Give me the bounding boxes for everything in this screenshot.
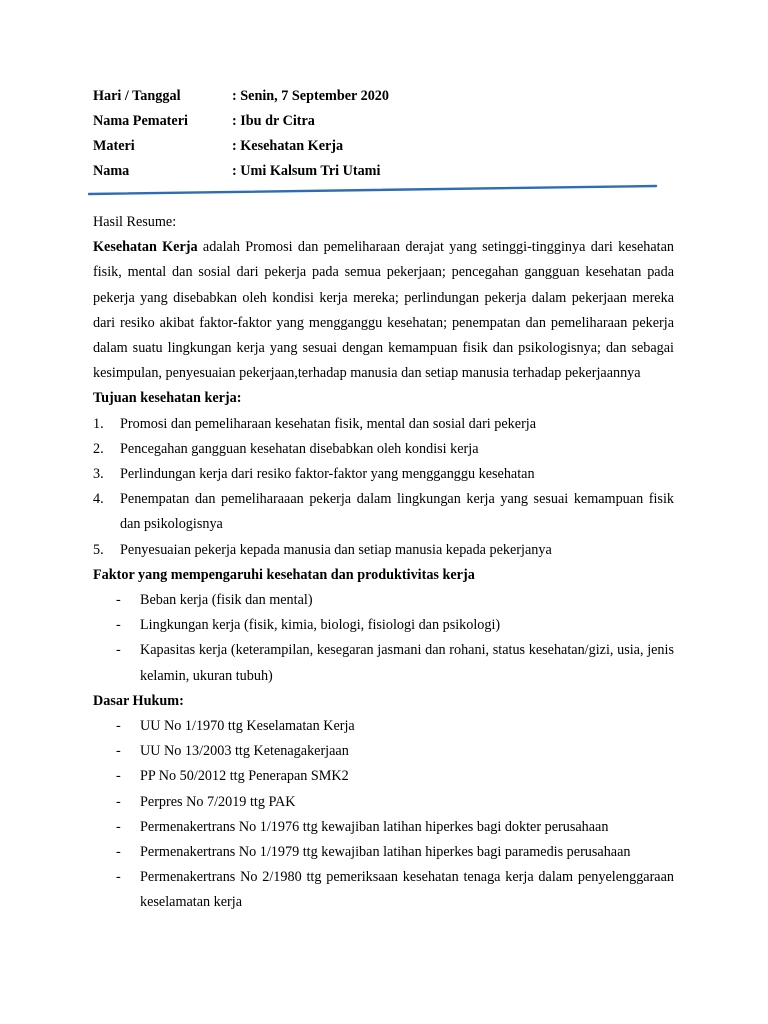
meta-value: : Umi Kalsum Tri Utami	[232, 163, 381, 179]
document-body	[93, 210, 674, 916]
list-item	[93, 638, 674, 688]
list-item	[93, 739, 674, 764]
list-text: Perlindungan kerja dari resiko faktor-faktor yang mengganggu kesehatan	[120, 466, 535, 482]
list-text: Permenakertrans No 2/1980 ttg pemeriksaan kesehatan tenaga kerja dalam penyelenggaraan keselamatan kerja	[140, 869, 674, 911]
meta-row-name	[93, 159, 674, 184]
list-text: Promosi dan pemeliharaan kesehatan fisik, mental dan sosial dari pekerja	[120, 415, 537, 432]
list-item	[93, 538, 674, 563]
tujuan-list	[93, 412, 674, 563]
list-bullet: -	[116, 592, 121, 608]
list-text: Pencegahan gangguan kesehatan disebabkan oleh kondisi kerja	[120, 440, 479, 457]
list-number: 2.	[93, 440, 104, 457]
header-info	[93, 84, 674, 184]
list-number: 4.	[93, 491, 104, 508]
meta-label: Nama Pemateri	[93, 113, 188, 129]
list-bullet: -	[116, 743, 121, 760]
resume-label: Hasil Resume:	[93, 214, 177, 230]
list-item	[93, 613, 674, 638]
list-item	[93, 462, 674, 487]
meta-label: Materi	[93, 138, 135, 154]
list-item	[93, 588, 674, 613]
meta-value: : Kesehatan Kerja	[232, 138, 344, 154]
faktor-list	[93, 588, 674, 689]
list-item	[93, 815, 674, 840]
meta-label: Nama	[93, 163, 130, 179]
list-text: Penyesuaian pekerja kepada manusia dan setiap manusia kepada pekerjanya	[120, 541, 552, 558]
list-bullet: -	[116, 642, 121, 659]
list-item	[93, 437, 674, 462]
list-item	[93, 714, 674, 739]
list-bullet: -	[116, 844, 121, 861]
list-number: 3.	[93, 466, 104, 482]
list-text: Penempatan dan pemeliharaaan pekerja dalam lingkungan kerja yang sesuai kemampuan fisik dan psikologisnya	[120, 491, 674, 533]
meta-value: : Senin, 7 September 2020	[232, 88, 389, 104]
list-item	[93, 764, 674, 789]
list-bullet: -	[116, 869, 121, 886]
resume-definition: adalah Promosi dan pemeliharaan derajat yang setinggi-tingginya dari kesehatan fisik, mental dan sosial dari pekerja pada semua pekerjaan; pencegahan gangguan kesehatan pada pekerja yang disebabkan oleh kondisi kerja mereka; perlindungan pekerja dalam pekerjaan mereka dari resiko akibat faktor-faktor yang mengganggu kesehatan; penempatan dan pemeliharaan pekerja dalam suatu lingkungan kerja yang sesuai dengan kemampuan fisik dan psikologisnya; dan sebagai kesimpulan, penyesuaian pekerjaan,terhadap manusia dan setiap manusia terhadap pekerjaannya	[93, 239, 674, 382]
list-text: Kapasitas kerja (keterampilan, kesegaran jasmani dan rohani, status kesehatan/gizi, usia, jenis kelamin, ukuran tubuh)	[140, 642, 674, 684]
resume-term: Kesehatan Kerja	[93, 239, 198, 256]
meta-row-speaker	[93, 109, 674, 134]
list-text: PP No 50/2012 ttg Penerapan SMK2	[140, 768, 349, 785]
list-text: UU No 1/1970 ttg Keselamatan Kerja	[140, 718, 355, 734]
list-item	[93, 487, 674, 537]
list-bullet: -	[116, 768, 121, 785]
list-item	[93, 790, 674, 815]
faktor-heading: Faktor yang mempengaruhi kesehatan dan produktivitas kerja	[93, 566, 475, 583]
list-text: Perpres No 7/2019 ttg PAK	[140, 793, 296, 810]
list-bullet: -	[116, 617, 121, 634]
list-text: Permenakertrans No 1/1979 ttg kewajiban latihan hiperkes bagi paramedis perusahaan	[140, 844, 631, 861]
list-bullet: -	[116, 718, 121, 734]
list-text: Permenakertrans No 1/1976 ttg kewajiban latihan hiperkes bagi dokter perusahaan	[140, 818, 609, 835]
tujuan-heading: Tujuan kesehatan kerja:	[93, 390, 242, 407]
resume-paragraph	[93, 235, 674, 386]
list-item	[93, 865, 674, 915]
list-text: Lingkungan kerja (fisik, kimia, biologi, fisiologi dan psikologi)	[140, 617, 501, 634]
dasar-hukum-heading: Dasar Hukum:	[93, 692, 184, 709]
list-number: 1.	[93, 415, 104, 432]
meta-label: Hari / Tanggal	[93, 88, 181, 104]
list-bullet: -	[116, 793, 121, 810]
list-number: 5.	[93, 541, 104, 558]
meta-row-topic	[93, 134, 674, 159]
header-divider	[88, 183, 660, 197]
list-text: Beban kerja (fisik dan mental)	[140, 592, 313, 608]
meta-value: : Ibu dr Citra	[232, 113, 315, 129]
list-text: UU No 13/2003 ttg Ketenagakerjaan	[140, 743, 349, 760]
meta-row-date	[93, 84, 674, 109]
list-bullet: -	[116, 818, 121, 835]
list-item	[93, 412, 674, 437]
dasar-hukum-list	[93, 714, 674, 916]
list-item	[93, 840, 674, 865]
